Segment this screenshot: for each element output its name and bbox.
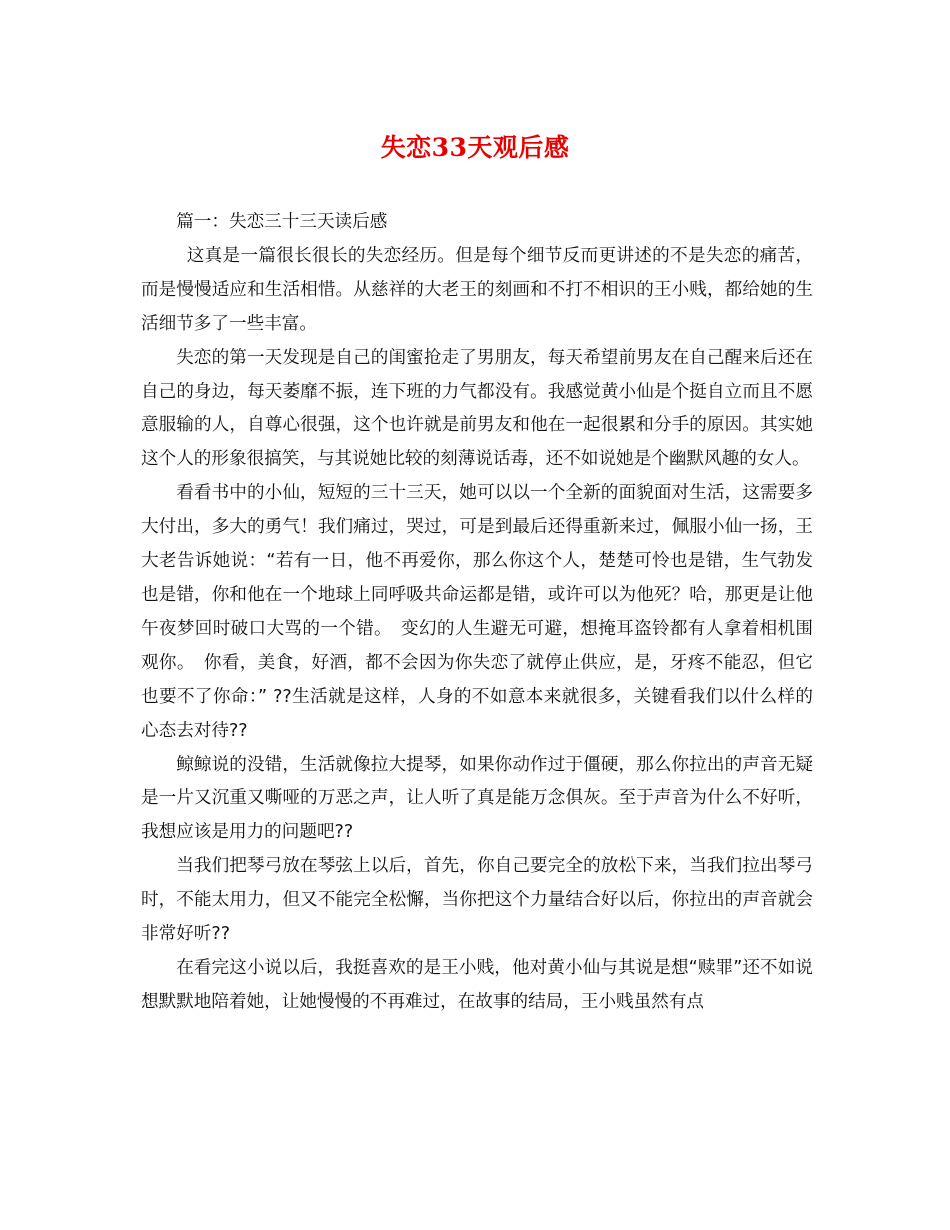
paragraph: 失恋的第一天发现是自己的闺蜜抢走了男朋友，每天希望前男友在自己醒来后还在自己的身边，每天萎靡不振，连下班的力气都没有。我感觉黄小仙是个挺自立而且不愿意服输的人，自尊心很强，这个也许就是前男友和他在一起很累和分手的原因。其实她这个人的形象很搞笑，与其说她比较的刻薄说话毒，还不如说她是个幽默风趣的女人。	[141, 347, 813, 470]
paragraph: 看看书中的小仙，短短的三十三天，她可以以一个全新的面貌面对生活，这需要多大付出，多大的勇气！我们痛过，哭过，可是到最后还得重新来过，佩服小仙一扬，王大老告诉她说：“若有一日，他不再爱你，那么你这个人，楚楚可怜也是错，生气勃发也是错，你和他在一个地球上同呼吸共命运都是错，或许可以为他死？哈，那更是让他午夜梦回时破口大骂的一个错。 变幻的人生避无可避，想掩耳盗铃都有人拿着相机围观你。 你看，美食，好酒，都不会因为你失恋了就停止供应，是，牙疼不能忍，但它也要不了你命：” ??生活就是这样，人身的不如意本来就很多，关键看我们以什么样的心态去对待??	[141, 483, 813, 741]
paragraph: 这真是一篇很长很长的失恋经历。但是每个细节反而更讲述的不是失恋的痛苦，而是慢慢适应和生活相惜。从慈祥的大老王的刻画和不打不相识的王小贱，都给她的生活细节多了一些丰富。	[141, 245, 813, 334]
page-title: 失恋33天观后感	[380, 133, 570, 162]
paragraph: 鲸鲸说的没错，生活就像拉大提琴，如果你动作过于僵硬，那么你拉出的声音无疑是一片又沉重又嘶哑的万恶之声，让人听了真是能万念俱灰。至于声音为什么不好听，我想应该是用力的问题吧??	[141, 754, 813, 843]
paragraph: 在看完这小说以后，我挺喜欢的是王小贱，他对黄小仙与其说是想“赎罪”还不如说想默默地陪着她，让她慢慢的不再难过，在故事的结局，王小贱虽然有点	[141, 957, 813, 1012]
section-heading: 篇一：失恋三十三天读后感	[176, 212, 388, 232]
paragraph: 当我们把琴弓放在琴弦上以后，首先，你自己要完全的放松下来，当我们拉出琴弓时，不能太用力，但又不能完全松懈，当你把这个力量结合好以后，你拉出的声音就会非常好听??	[141, 856, 813, 945]
document-body	[141, 206, 813, 1020]
